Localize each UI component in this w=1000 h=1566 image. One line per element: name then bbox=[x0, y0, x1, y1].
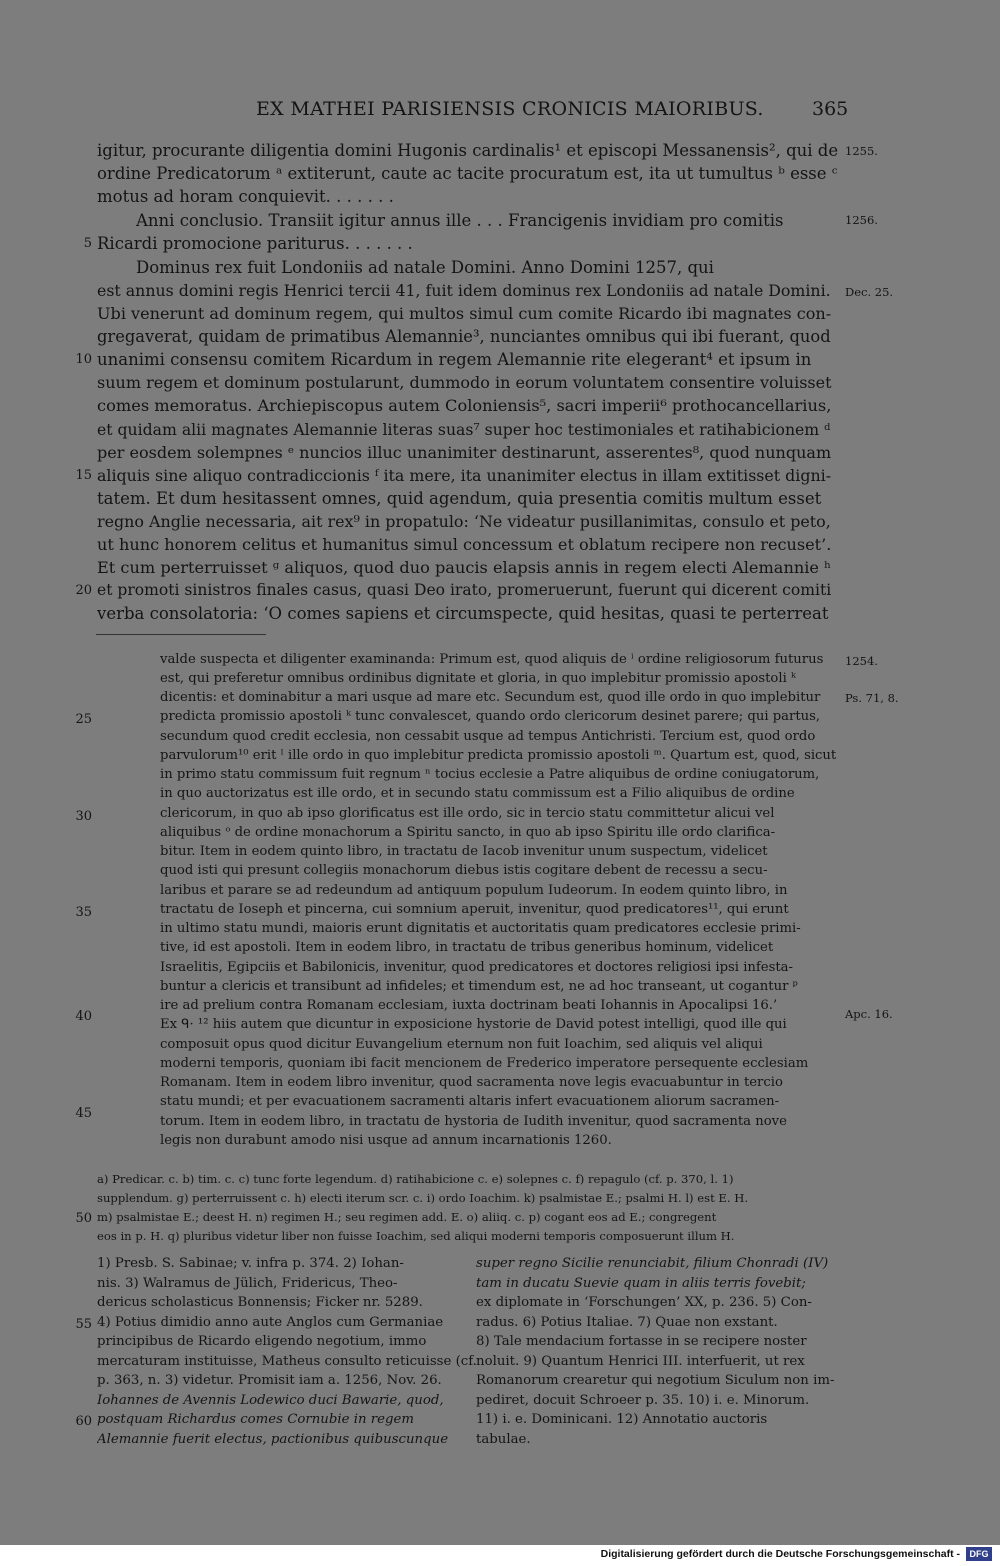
margin-note-year: 1254. bbox=[845, 654, 878, 668]
note-line: torum. Item in eodem libro, in tractatu de hystoria de Iudith invenitur, quod sacramenta nove bbox=[160, 1114, 787, 1129]
footnote-line: 4) Potius dimidio anno aute Anglos cum Germaniae bbox=[97, 1315, 444, 1330]
note-line: in ultimo statu mundi, maioris erunt dignitatis et auctoritatis quam predicatores ecclesie primi- bbox=[160, 921, 801, 936]
margin-note-date: Dec. 25. bbox=[845, 285, 894, 299]
apparatus-line: m) psalmistae E.; deest H. n) regimen H.; seu regimen add. E. o) aliiq. c. p) cogant eos ad E.; congregent bbox=[97, 1210, 717, 1224]
footnote-line: nis. 3) Walramus de Jülich, Fridericus, Theo- bbox=[97, 1276, 398, 1291]
margin-note-year: 1256. bbox=[845, 213, 878, 227]
line-number: 30 bbox=[75, 809, 92, 824]
line-number: 35 bbox=[75, 905, 92, 920]
margin-note-reference: Apc. 16. bbox=[845, 1007, 893, 1021]
text-line: ordine Predicatorum ᵃ extiterunt, caute ac tacite procuratum est, ita ut tumultus ᵇ esse ᶜ bbox=[97, 164, 838, 183]
note-line: tractatu de Ioseph et pincerna, cui somnium aperuit, invenitur, quod predicatores¹¹, qui erunt bbox=[160, 902, 789, 917]
text-line: aliquis sine aliquo contradiccionis ᶠ ita mere, ita unanimiter electus in illam extitisset digni- bbox=[97, 466, 832, 485]
note-line: Israelitis, Egipciis et Babilonicis, invenitur, quod predicatores et doctores religiosi ipsi infesta- bbox=[160, 960, 793, 975]
note-line: valde suspecta et diligenter examinanda: Primum est, quod aliquis de ⁱ ordine religiosorum futurus bbox=[160, 652, 824, 667]
note-line: quod isti qui presunt collegiis monachorum diebus istis cogitare debent de recessu a secu- bbox=[160, 863, 768, 878]
apparatus-line: a) Predicar. c. b) tim. c. c) tunc forte legendum. d) ratihabicione c. e) solepnes c. f) repagulo (cf. p. 370, l. 1) bbox=[97, 1172, 734, 1186]
footnote-line: principibus de Ricardo eligendo negotium, immo bbox=[97, 1334, 427, 1349]
note-line: ire ad prelium contra Romanam ecclesiam, iuxta doctrinam beati Iohannis in Apocalipsi 16.’ bbox=[160, 998, 778, 1013]
text-line: et promoti sinistros finales casus, quasi Deo irato, promeruerunt, fuerunt qui dicerent comiti bbox=[97, 581, 832, 599]
footnote-line: 11) i. e. Dominicani. 12) Annotatio auctoris bbox=[476, 1412, 768, 1427]
apparatus-line: supplendum. g) perterruissent c. h) electi iterum scr. c. i) ordo Ioachim. k) psalmistae E.; psalmi H. l) est E. H. bbox=[97, 1191, 749, 1205]
note-line: clericorum, in quo ab ipso glorificatus est ille ordo, sic in tercio statu committetur alicui vel bbox=[160, 806, 775, 821]
line-number: 5 bbox=[83, 236, 92, 251]
note-line: laribus et parare se ad redeundum ad antiquum populum Iudeorum. In eodem quinto libro, in bbox=[160, 883, 788, 898]
note-line: aliquibus ᵒ de ordine monachorum a Spiritu sancto, in quo ab ipso Spiritu ille ordo clarifica- bbox=[160, 825, 776, 840]
note-line: parvulorum¹⁰ erit ˡ ille ordo in quo implebitur predicta promissio apostoli ᵐ. Quartum est, quod, sicut bbox=[160, 748, 837, 763]
dfg-logo: DFG bbox=[966, 1547, 992, 1561]
line-number: 20 bbox=[75, 583, 92, 598]
line-number: 25 bbox=[75, 712, 92, 727]
note-line: in primo statu commissum fuit regnum ⁿ tocius ecclesie a Patre aliquibus de ordine coniugatorum, bbox=[160, 767, 820, 782]
footnote-line: 8) Tale mendacium fortasse in se recipere noster bbox=[476, 1334, 807, 1349]
footnote-line: p. 363, n. 3) videtur. Promisit iam a. 1256, Nov. 26. bbox=[97, 1373, 442, 1388]
footnote-line: pediret, docuit Schroeer p. 35. 10) i. e. Minorum. bbox=[476, 1393, 810, 1408]
header-title: EX MATHEI PARISIENSIS CRONICIS MAIORIBUS. bbox=[256, 98, 764, 120]
line-number: 55 bbox=[75, 1317, 92, 1332]
text-line: igitur, procurante diligentia domini Hugonis cardinalis¹ et episcopi Messanensis², qui de bbox=[97, 141, 839, 160]
note-line: buntur a clericis et transibunt ad infideles; et timendum est, ne ad hoc transeant, ut cogantur ᵖ bbox=[160, 979, 798, 994]
page-number: 365 bbox=[812, 98, 849, 120]
text-line: ut hunc honorem celitus et humanitus simul concessum et oblatum recipere non recuset’. bbox=[97, 535, 832, 554]
line-number: 15 bbox=[75, 468, 92, 483]
text-line: suum regem et dominum postularunt, dummodo in eorum voluntatem consentire voluisset bbox=[97, 373, 832, 392]
text-line: verba consolatoria: ‘O comes sapiens et circumspecte, quid hesitas, quasi te perterreat bbox=[97, 604, 829, 623]
footnote-line: Alemannie fuerit electus, pactionibus quibuscunque bbox=[97, 1432, 449, 1447]
footnote-line: tam in ducatu Suevie quam in aliis terris fovebit; bbox=[476, 1276, 806, 1291]
text-line: est annus domini regis Henrici tercii 41, fuit idem dominus rex Londoniis ad natale Domini. bbox=[97, 281, 831, 300]
line-number: 50 bbox=[75, 1211, 92, 1226]
note-line: secundum quod credit ecclesia, non cessabit usque ad tempus Antichristi. Tercium est, quod ordo bbox=[160, 729, 816, 744]
line-number: 40 bbox=[75, 1009, 92, 1024]
note-line: moderni temporis, quoniam ibi facit mencionem de Frederico imperatore persequente ecclesiam bbox=[160, 1056, 809, 1071]
footnote-line: Iohannes de Avennis Lodewico duci Bawarie, quod, bbox=[97, 1393, 444, 1408]
note-line: composuit opus quod dicitur Euvangelium eternum non fuit Ioachim, sed aliquis vel aliqui bbox=[160, 1037, 763, 1052]
note-line: dicentis: et dominabitur a mari usque ad mare etc. Secundum est, quod ille ordo in quo implebitur bbox=[160, 690, 821, 705]
text-line: Ricardi promocione pariturus. . . . . . . bbox=[97, 234, 413, 253]
note-line: est, qui preferetur omnibus ordinibus dignitate et gloria, in quo implebitur promissio apostoli ᵏ bbox=[160, 671, 796, 686]
text-line: per eosdem solempnes ᵉ nuncios illuc unanimiter destinarunt, asserentes⁸, quod nunquam bbox=[97, 443, 832, 462]
footnote-line: noluit. 9) Quantum Henrici III. interfuerit, ut rex bbox=[476, 1354, 805, 1369]
note-line: predicta promissio apostoli ᵏ tunc convalescet, quando ordo clericorum desinet parere; qui partus, bbox=[160, 709, 821, 724]
line-number: 10 bbox=[75, 352, 92, 367]
divider bbox=[96, 634, 266, 635]
footnote-line: radus. 6) Potius Italiae. 7) Quae non exstant. bbox=[476, 1315, 778, 1330]
footnote-line: Romanorum crearetur qui negotium Siculum non im- bbox=[476, 1373, 835, 1388]
footnote-line: postquam Richardus comes Cornubie in regem bbox=[97, 1412, 414, 1427]
text-line: regno Anglie necessaria, ait rex⁹ in propatulo: ‘Ne videatur pusillanimitas, consulo et peto, bbox=[97, 512, 831, 531]
text-line: unanimi consensu comitem Ricardum in regem Alemannie rite elegerant⁴ et ipsum in bbox=[97, 350, 812, 369]
text-line: et quidam alii magnates Alemannie literas suas⁷ super hoc testimoniales et ratihabicionem ᵈ bbox=[97, 420, 831, 439]
text-line: comes memoratus. Archiepiscopus autem Coloniensis⁵, sacri imperii⁶ prothocancellarius, bbox=[97, 396, 832, 415]
note-line: Ex ᑫ· ¹² hiis autem que dicuntur in exposicione hystorie de David potest intelligi, quod ille qui bbox=[160, 1017, 787, 1032]
text-line: Dominus rex fuit Londoniis ad natale Domini. Anno Domini 1257, qui bbox=[136, 258, 714, 277]
note-line: tive, id est apostoli. Item in eodem libro, in tractatu de tribus generibus hominum, videlicet bbox=[160, 940, 774, 955]
text-line: gregaverat, quidam de primatibus Alemannie³, nunciantes omnibus qui ibi fuerant, quod bbox=[97, 327, 831, 346]
text-line: tatem. Et dum hesitassent omnes, quid agendum, quia presentia comitis multum esset bbox=[97, 489, 822, 508]
text-line: motus ad horam conquievit. . . . . . . bbox=[97, 187, 394, 206]
note-line: legis non durabunt amodo nisi usque ad annum incarnationis 1260. bbox=[160, 1133, 612, 1148]
margin-note-year: 1255. bbox=[845, 144, 878, 158]
apparatus-line: eos in p. H. q) pluribus videtur liber non fuisse Ioachim, sed aliqui moderni temporis composuerunt illum H. bbox=[97, 1229, 735, 1243]
footnote-line: dericus scholasticus Bonnensis; Ficker nr. 5289. bbox=[97, 1295, 423, 1310]
funding-credit: Digitalisierung gefördert durch die Deutsche Forschungsgemeinschaft - bbox=[600, 1548, 960, 1560]
note-line: bitur. Item in eodem quinto libro, in tractatu de Iacob invenitur unum suspectum, videlicet bbox=[160, 844, 768, 859]
footnote-line: tabulae. bbox=[476, 1432, 531, 1447]
footnote-line: super regno Sicilie renunciabit, filium Chonradi (IV) bbox=[476, 1256, 829, 1271]
line-number: 45 bbox=[75, 1106, 92, 1121]
text-line: Ubi venerunt ad dominum regem, qui multos simul cum comite Ricardo ibi magnates con- bbox=[97, 304, 832, 323]
note-line: Romanam. Item in eodem libro invenitur, quod sacramenta nove legis evacuabuntur in tercio bbox=[160, 1075, 783, 1090]
note-line: in quo auctorizatus est ille ordo, et in secundo statu commissum est a Filio aliquibus de ordine bbox=[160, 786, 795, 801]
footnote-line: ex diplomate in ‘Forschungen’ XX, p. 236. 5) Con- bbox=[476, 1295, 812, 1310]
note-line: statu mundi; et per evacuationem sacramenti altaris infert evacuationem aliorum sacramen- bbox=[160, 1094, 780, 1109]
line-number: 60 bbox=[75, 1414, 92, 1429]
footnote-line: 1) Presb. S. Sabinae; v. infra p. 374. 2) Iohan- bbox=[97, 1256, 404, 1271]
text-line: Anni conclusio. Transiit igitur annus ille . . . Francigenis invidiam pro comitis bbox=[136, 211, 784, 230]
footnote-line: mercaturam instituisse, Matheus consulto reticuisse (cf. bbox=[97, 1354, 477, 1369]
text-line: Et cum perterruisset ᵍ aliquos, quod duo paucis elapsis annis in regem electi Alemannie ʰ bbox=[97, 558, 832, 577]
margin-note-reference: Ps. 71, 8. bbox=[845, 691, 899, 705]
